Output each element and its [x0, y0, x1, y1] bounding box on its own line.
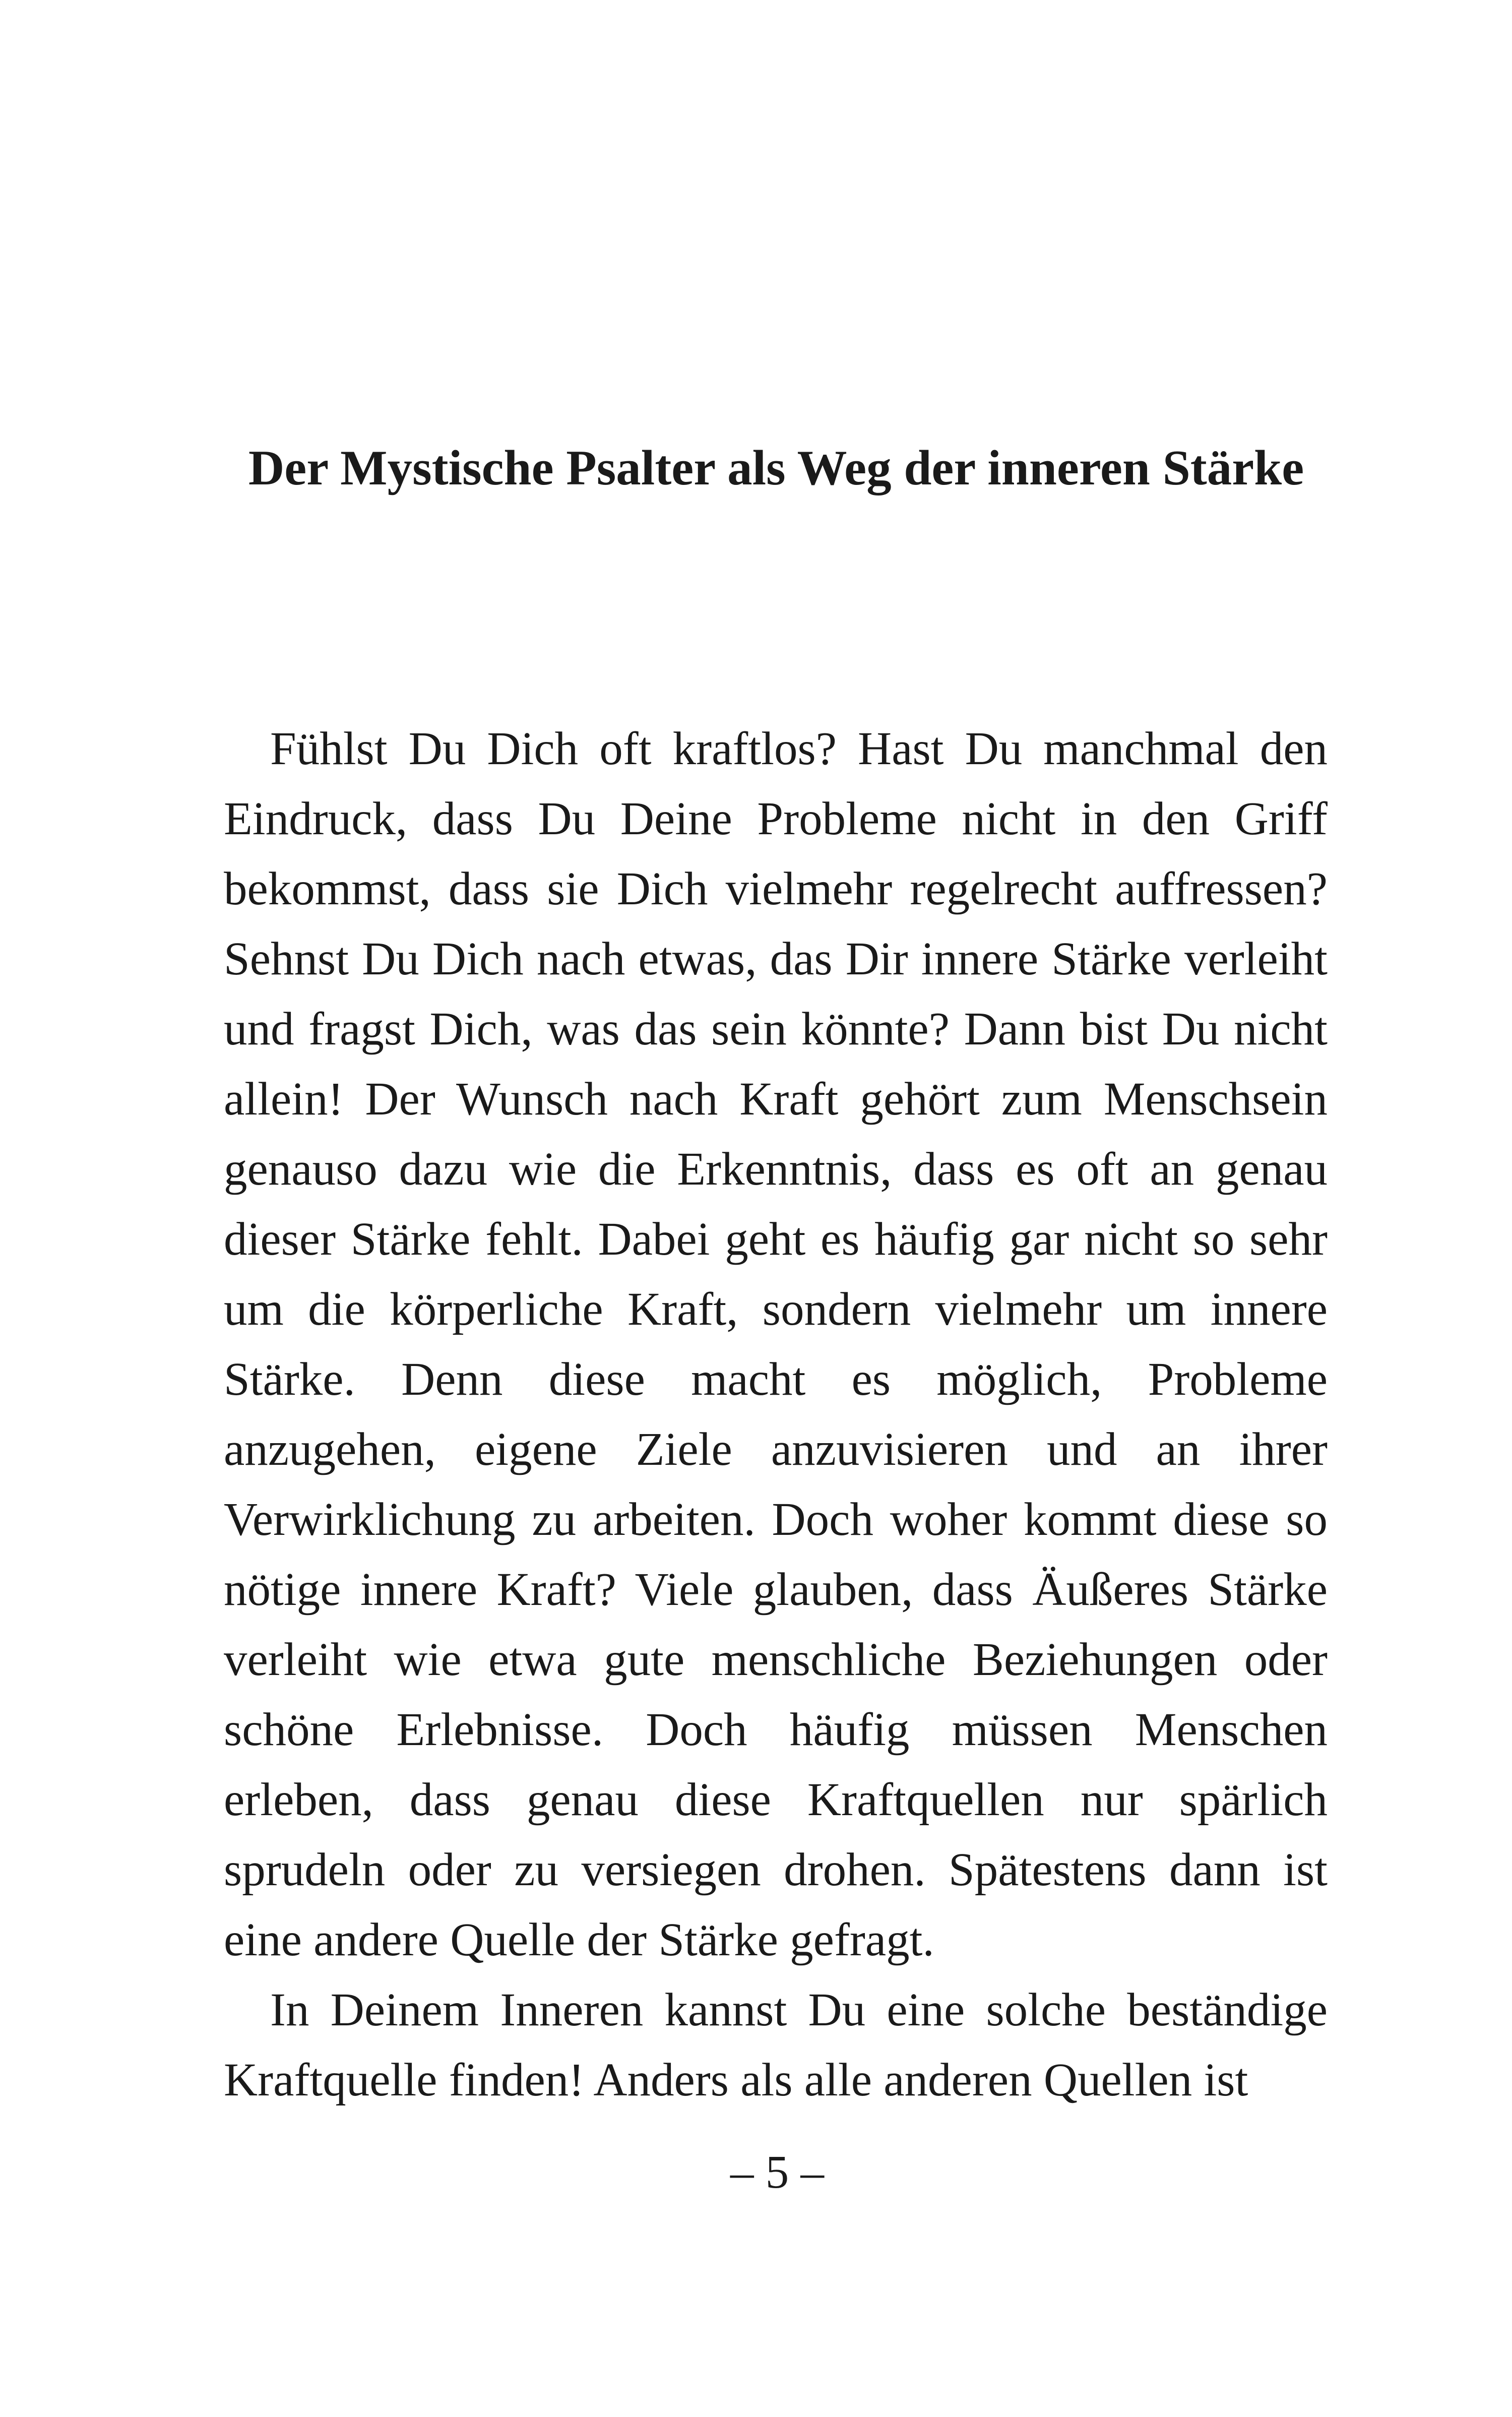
body-text — [224, 714, 1328, 2115]
paragraph-1: Fühlst Du Dich oft kraftlos? Hast Du manchmal den Eindruck, dass Du Deine Probleme nicht in den Griff bekommst, dass sie Dich vielmehr regelrecht auffressen? Sehnst Du Dich nach etwas, das Dir innere Stärke verleiht und fragst Dich, was das sein könnte? Dann bist Du nicht allein! Der Wunsch nach Kraft gehört zum Menschsein genauso dazu wie die Erkenntnis, dass es oft an genau dieser Stärke fehlt. Dabei geht es häufig gar nicht so sehr um die körperliche Kraft, sondern vielmehr um innere Stärke. Denn diese macht es möglich, Probleme anzugehen, eigene Ziele anzuvisieren und an ihrer Verwirklichung zu arbeiten. Doch woher kommt diese so nötige innere Kraft? Viele glauben, dass Äußeres Stärke verleiht wie etwa gute menschliche Beziehungen oder schöne Erlebnisse. Doch häufig müssen Menschen erleben, dass genau diese Kraftquellen nur spärlich sprudeln oder zu versiegen drohen. Spätestens dann ist eine andere Quelle der Stärke gefragt. — [224, 723, 1328, 1966]
paragraph-2: In Deinem Inneren kannst Du eine solche beständige Kraftquelle finden! Anders als alle anderen Quellen ist — [224, 1984, 1328, 2106]
page-number: – 5 – — [730, 2146, 824, 2198]
chapter-title: Der Mystische Psalter als Weg der inneren Stärke — [248, 441, 1304, 495]
